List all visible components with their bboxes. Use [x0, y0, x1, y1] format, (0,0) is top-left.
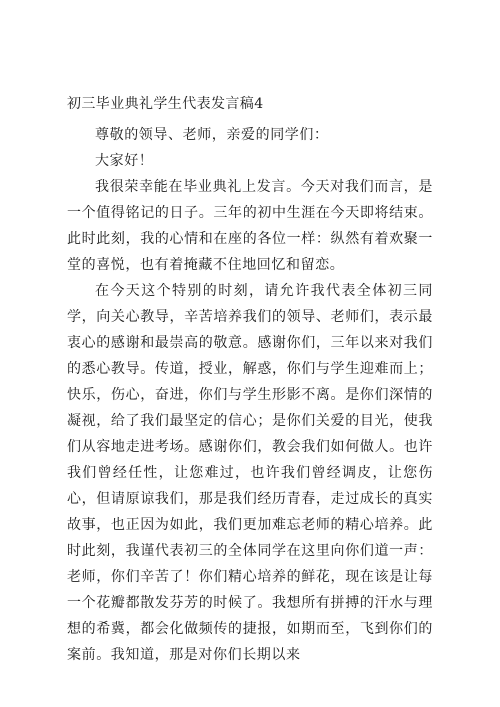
body-paragraph-1: 我很荣幸能在毕业典礼上发言。今天对我们而言，是一个值得铭记的日子。三年的初中生涯在今天即将结束。此时此刻，我的心情和在座的各位一样：纵然有着欢聚一堂的喜悦，也有着掩藏不住地回忆和留恋。: [67, 179, 433, 273]
body-paragraph-2: 在今天这个特别的时刻，请允许我代表全体初三同学，向关心教导，辛苦培养我们的领导、老师们，表示最衷心的感谢和最崇高的敬意。感谢你们，三年以来对我们的悉心教导。传道，授业，解惑，你们与学生迎难而上；快乐，伤心，奋进，你们与学生形影不离。是你们深情的凝视，给了我们最坚定的信心；是你们关爱的目光，使我们从容地走进考场。感谢你们，教会我们如何做人。也许我们曾经任性，让您难过，也许我们曾经调皮，让您伤心，但请原谅我们，那是我们经历青春，走过成长的真实故事，也正因为如此，我们更加难忘老师的精心培养。此时此刻，我谨代表初三的全体同学在这里向你们道一声：老师，你们辛苦了！你们精心培养的鲜花，现在该是让每一个花瓣都散发芬芳的时候了。我想所有拼搏的汗水与理想的希冀，都会化做频传的捷报，如期而至，飞到你们的案前。我知道，那是对你们长期以来: [67, 283, 433, 663]
salutation-paragraph: 尊敬的领导、老师，亲爱的同学们：: [95, 127, 329, 143]
document-title: 初三毕业典礼学生代表发言稿4: [67, 96, 264, 112]
document-page: [67, 94, 433, 668]
greeting-paragraph: 大家好！: [95, 153, 154, 169]
